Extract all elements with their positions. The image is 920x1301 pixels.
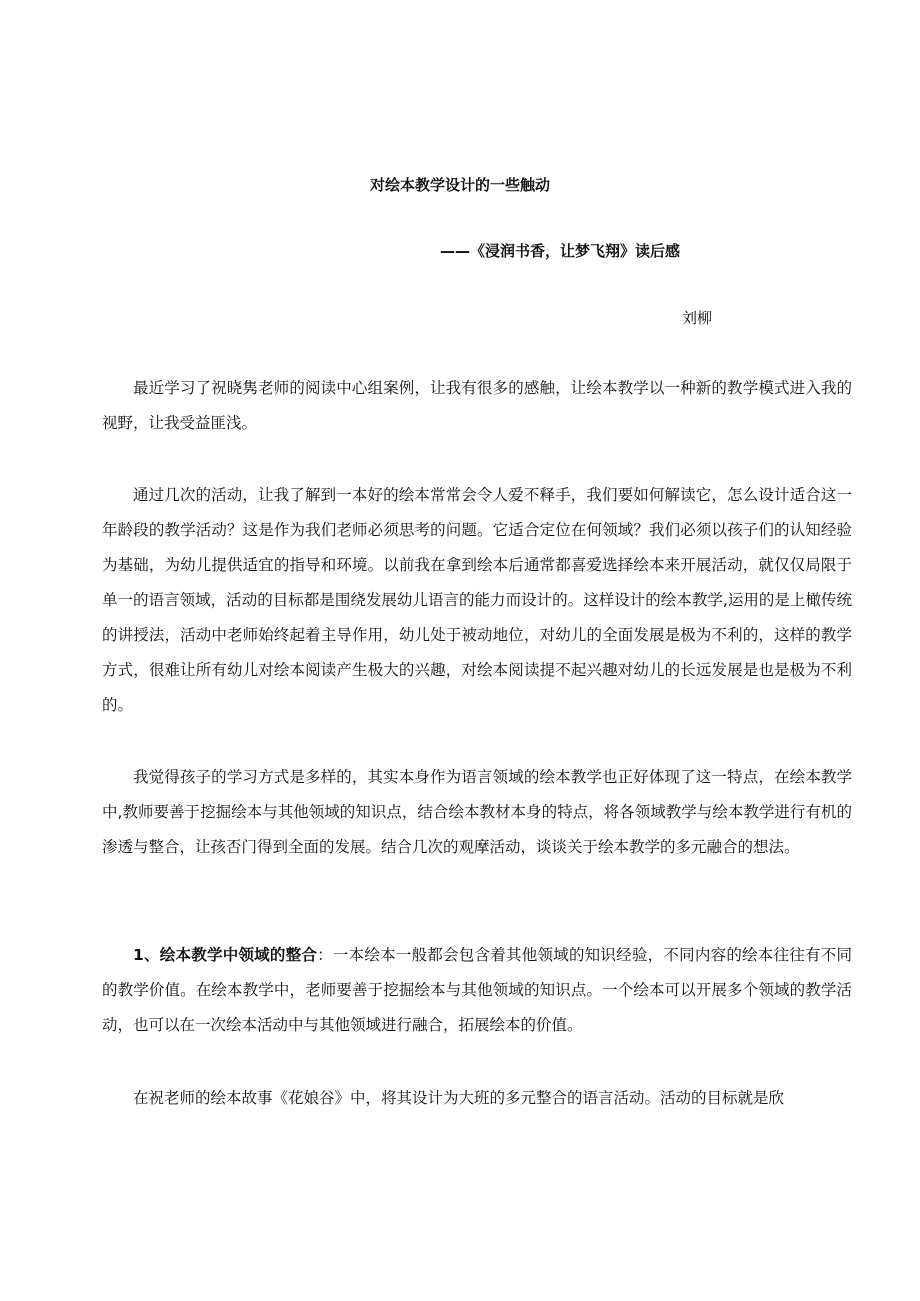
paragraph-4-body: ：一本绘本一般都会包含着其他领域的知识经验，不同内容的绘本往往有不同的教学价值。在绘本教学中，老师要善于挖掘绘本与其他领域的知识点。一个绘本可以开展多个领域的教学活动，也可以在一次绘本活动中与其他领域进行融合，拓展绘本的价值。 [102,946,852,1034]
paragraph-1: 最近学习了祝晓隽老师的阅读中心组案例，让我有很多的感触，让绘本教学以一种新的教学模式进入我的视野，让我受益匪浅。 [102,379,852,432]
author-name: 刘柳 [682,309,713,327]
document-subtitle: ——《浸润书香，让梦飞翔》读后感 [440,242,681,260]
paragraph-3: 我觉得孩子的学习方式是多样的，其实本身作为语言领域的绘本教学也正好体现了这一特点，在绘本教学中,教师要善于挖掘绘本与其他领域的知识点，结合绘本教材本身的特点，将各领域教学与绘本教学进行有机的渗透与整合，让孩否门得到全面的发展。结合几次的观摩活动，谈谈关于绘本教学的多元融合的想法。 [102,768,852,856]
paragraph-2: 通过几次的活动，让我了解到一本好的绘本常常会令人爱不释手，我们要如何解读它，怎么设计适合这一年龄段的教学活动？这是作为我们老师必须思考的问题。它适合定位在何领域？我们必须以孩子们的认知经验为基础，为幼儿提供适宜的指导和环境。以前我在拿到绘本后通常都喜爱选择绘本来开展活动，就仅仅局限于单一的语言领域，活动的目标都是围绕发展幼儿语言的能力而设计的。这样设计的绘本教学,运用的是上橄传统的讲授法，活动中老师始终起着主导作用，幼儿处于被动地位，对幼儿的全面发展是极为不利的，这样的教学方式，很难让所有幼儿对绘本阅读产生极大的兴趣，对绘本阅读提不起兴趣对幼儿的长远发展是也是极为不利的。 [102,486,852,714]
paragraph-4 [102,938,852,1043]
document-title: 对绘本教学设计的一些触动 [369,176,550,194]
section-heading: 1、绘本教学中领域的整合 [133,946,318,964]
paragraph-5: 在祝老师的绘本故事《花娘谷》中，将其设计为大班的多元整合的语言活动。活动的目标就是欣 [133,1089,785,1107]
